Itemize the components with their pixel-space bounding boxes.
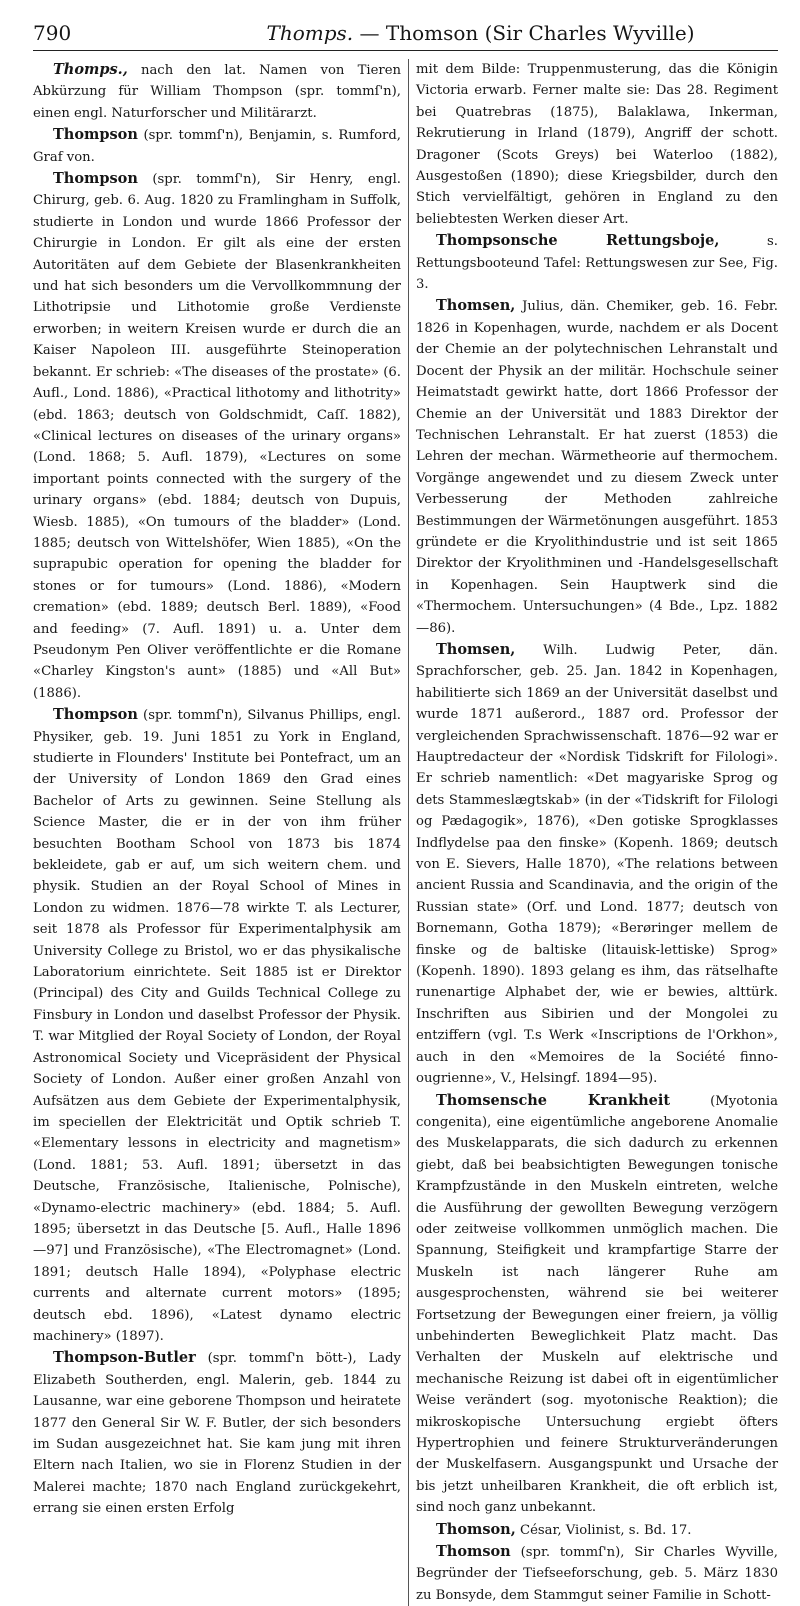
entry-thomsen-wilh [416, 639, 778, 1090]
entry-thompsonsche-rettungsboje [416, 230, 778, 295]
running-head [33, 20, 778, 51]
headword: Thomsen, [436, 297, 516, 315]
entry-continuation [416, 59, 778, 230]
entry-text: (spr. tommſ'n), Silvanus Phillips, engl. Physiker, geb. 19. Juni 1851 zu York in England, studierte in Flounders' Institute bei Pontefract, um an der University of London 1869 den Grad eines Bachelor of Arts zu gewinnen. Seine Stellung als Science Master, die er in der von ihm früher besuchten Bootham School von 1873 bis 1874 bekleidete, gab er auf, um sich weitern chem. und physik. Studien an der Royal School of Mines in London zu widmen. 1876—78 wirkte T. als Lecturer, seit 1878 als Professor für Experimentalphysik am University College zu Bristol, wo er das physikalische Laboratorium einrichtete. Seit 1885 ist er Direktor (Principal) des City and Guilds Technical College zu Finsbury in London und daselbst Professor der Physik. T. war Mitglied der Royal Society of London, der Royal Astronomical Society und Vicepräsident der Physical Society of London. Außer einer großen Anzahl von Aufsätzen aus dem Gebiete der Experimentalphysik, im speciellen der Elektricität und Optik schrieb T. «Elementary lessons in electricity and magnetism» (Lond. 1881; 53. Aufl. 1891; übersetzt in das Deutsche, Französische, Italienische, Polnische), «Dynamo-electric machinery» (ebd. 1884; 5. Aufl. 1895; übersetzt in das Deutsche [5. Aufl., Halle 1896—97] und Französische), «The Electromagnet» (Lond. 1891; deutsch Halle 1894), «Polyphase electric currents and alternate current motors» (1895; deutsch ebd. 1896), «Latest dynamo electric machinery» (1897). [33, 708, 401, 1344]
entry-thompson-benjamin [33, 124, 401, 168]
headword: Thomsen, [436, 640, 516, 658]
headword: Thompson [53, 126, 138, 144]
entry-thompson-henry [33, 168, 401, 704]
entry-text: César, Violinist, s. Bd. 17. [519, 1522, 692, 1538]
entry-text: (spr. tommſ'n), Benjamin, s. Rumford, Graf von. [33, 128, 401, 165]
entry-thomsen-julius [416, 295, 778, 639]
entry-text: mit dem Bilde: Truppenmusterung, das die Königin Victoria erwarb. Ferner malte sie: Das 28. Regiment bei Quatrebras (1875), Balaklawa, Inkerman, Rekrutierung in Irland (1879), Angriff der schott. Dragoner (Scots Greys) bei Waterloo (1882), Ausgestoßen (1890); diese Kriegsbilder, durch den Stich vervielfältigt, gehören in England zu den beliebtesten Werken dieser Art. [416, 62, 778, 227]
running-title-right: Thomson (Sir Charles Wyville) [385, 21, 695, 45]
entry-text: Wilh. Ludwig Peter, dän. Sprachforscher, geb. 25. Jan. 1842 in Kopenhagen, habilitierte sich 1869 an der Universität daselbst und wurde 1871 außerord., 1887 ord. Professor der vergleichenden Sprachwissenschaft. 1876—92 war er Hauptredacteur der «Nordisk Tidskrift for Filologi». Er schrieb namentlich: «Det magyariske Sprog og dets Stammeslægtskab» (in der «Tidskrift for Filologi og Pædagogik», 1876), «Den gotiske Sprogklasses Indflydelse paa den finske» (Kopenh. 1869; deutsch von E. Sievers, Halle 1870), «The relations between ancient Russia and Scandinavia, and the origin of the Russian state» (Orf. und Lond. 1877; deutsch von Bornemann, Gotha 1879); «Berøringer mellem de finske og de baltiske (litauisk-lettiske) Sprog» (Kopenh. 1890). 1893 gelang es ihm, das rätselhafte runenartige Alphabet der, wie er bewies, alttürk. Inschriften aus Sibirien und der Mongolei zu entziffern (vgl. T.s Werk «Inscriptions de l'Orkhon», auch in den «Memoires de la Société finno-ougrienne», V., Helsingf. 1894—95). [416, 642, 778, 1087]
entry-thompson-silvanus [33, 704, 401, 1347]
entry-thomson-charles [416, 1541, 778, 1606]
headword: Thompsonsche Rettungsboje, [436, 232, 720, 250]
running-title-separator: — [353, 21, 386, 45]
column-divider [408, 59, 409, 1606]
entry-text: (spr. tommſ'n bött-), Lady Elizabeth Southerden, engl. Malerin, geb. 1844 zu Lausanne, war eine geborene Thompson und heiratete 1877 den General Sir W. F. Butler, der sich besonders im Sudan ausgezeichnet hat. Sie kam jung mit ihren Eltern nach Italien, wo sie in Florenz Studien in der Malerei machte; 1870 nach England zurückgekehrt, errang sie einen ersten Erfolg [33, 1351, 401, 1517]
entry-thomsensche-krankheit [416, 1090, 778, 1519]
running-title [183, 20, 778, 46]
headword: Thompson [53, 706, 138, 724]
right-column [416, 59, 778, 1606]
entry-thompson-butler [33, 1347, 401, 1519]
headword: Thompson [53, 170, 138, 188]
entry-text: (spr. tommſ'n), Sir Charles Wyville, Begründer der Tiefseeforschung, geb. 5. März 1830 zu Bonsyde, dem Stammgut seiner Familie in Schott- [416, 1545, 778, 1603]
page-number: 790 [33, 21, 72, 45]
entry-text: (spr. tommſ'n), Sir Henry, engl. Chirurg, geb. 6. Aug. 1820 zu Framlingham in Suffolk, studierte in London und wurde 1866 Professor der Chirurgie in London. Er gilt als eine der ersten Autoritäten auf dem Gebiete der Blasenkrankheiten und hat sich besonders um die Vervollkommnung der Lithotripsie und Lithotomie große Verdienste erworben; in weitern Kreisen wurde er durch die an Kaiser Napoleon III. ausgeführte Steinoperation bekannt. Er schrieb: «The diseases of the prostate» (6. Aufl., Lond. 1886), «Practical lithotomy and lithotrity» (ebd. 1863; deutsch von Goldschmidt, Caſſ. 1882), «Clinical lectures on diseases of the urinary organs» (Lond. 1868; 5. Aufl. 1879), «Lectures on some important points connected with the surgery of the urinary organs» (ebd. 1884; deutsch von Dupuis, Wiesb. 1885), «On tumours of the bladder» (Lond. 1885; deutsch von Wittelshöfer, Wien 1885), «On the suprapubic operation for opening the bladder for stones or for tumours» (Lond. 1886), «Modern cremation» (ebd. 1889; deutsch Berl. 1889), «Food and feeding» (7. Aufl. 1891) u. a. Unter dem Pseudonym Pen Oliver veröffentlichte er die Romane «Charley Kingston's aunt» (1885) und «All But» (1886). [33, 172, 401, 701]
two-column-body [33, 59, 778, 1606]
headword: Thomps., [53, 61, 128, 78]
entry-thomps-abbrev [33, 59, 401, 124]
headword: Thompson-Butler [53, 1349, 196, 1367]
entry-text: (Myotonia congenita), eine eigentümliche angeborene Anomalie des Muskelapparats, die sich dadurch zu erkennen giebt, daß bei beabsichtigten Bewegungen tonische Krampfzustände in den Muskeln eintreten, welche die Ausführung der gewollten Bewegung verzögern oder zeitweise vollkommen unmöglich machen. Die Spannung, Steifigkeit und krampfartige Starre der Muskeln ist nach längerer Ruhe am ausgesprochensten, während sie bei weiterer Fortsetzung der Bewegungen einer freiern, ja völlig unbehinderten Beweglichkeit Platz macht. Das Verhalten der Muskeln auf elektrische und mechanische Reizung ist dabei oft in eigentümlicher Weise verändert (sog. myotonische Reaktion); die mikroskopische Untersuchung ergiebt öfters Hypertrophien und feinere Strukturveränderungen der Muskelfasern. Ausgangspunkt und Ursache der bis jetzt unheilbaren Krankheit, die oft erblich ist, sind noch ganz unbekannt. [416, 1093, 778, 1516]
headword: Thomson, [436, 1520, 516, 1538]
running-title-left: Thomps. [266, 21, 354, 45]
entry-thomson-cesar [416, 1519, 778, 1541]
left-column [33, 59, 401, 1606]
entry-text: Julius, dän. Chemiker, geb. 16. Febr. 1826 in Kopenhagen, wurde, nachdem er als Docent der Chemie an der polytechnischen Lehranstalt und Docent der Physik an der militär. Hochschule seiner Heimatstadt gewirkt hatte, dort 1866 Professor der Chemie an der Universität und 1883 Direktor der Technischen Lehranstalt. Er hat zuerst (1853) die Lehren der mechan. Wärmetheorie auf thermochem. Vorgänge angewendet und zu diesem Zweck unter Verbesserung der Methoden zahlreiche Bestimmungen der Wärmetönungen ausgeführt. 1853 gründete er die Kryolithindustrie und ist seit 1865 Direktor der Kryolithminen und -Handelsgesellschaft in Kopenhagen. Sein Hauptwerk sind die «Thermochem. Untersuchungen» (4 Bde., Lpz. 1882—86). [416, 299, 778, 636]
headword: Thomsensche Krankheit [436, 1091, 671, 1109]
entry-text: nach den lat. Namen von Tieren Abkürzung für William Thompson (spr. tommſ'n), einen engl. Naturforscher und Militärarzt. [33, 63, 401, 121]
headword: Thomson [436, 1543, 511, 1561]
entry-text: s. Rettungsbooteund Tafel: Rettungswesen zur See, Fig. 3. [416, 234, 778, 293]
